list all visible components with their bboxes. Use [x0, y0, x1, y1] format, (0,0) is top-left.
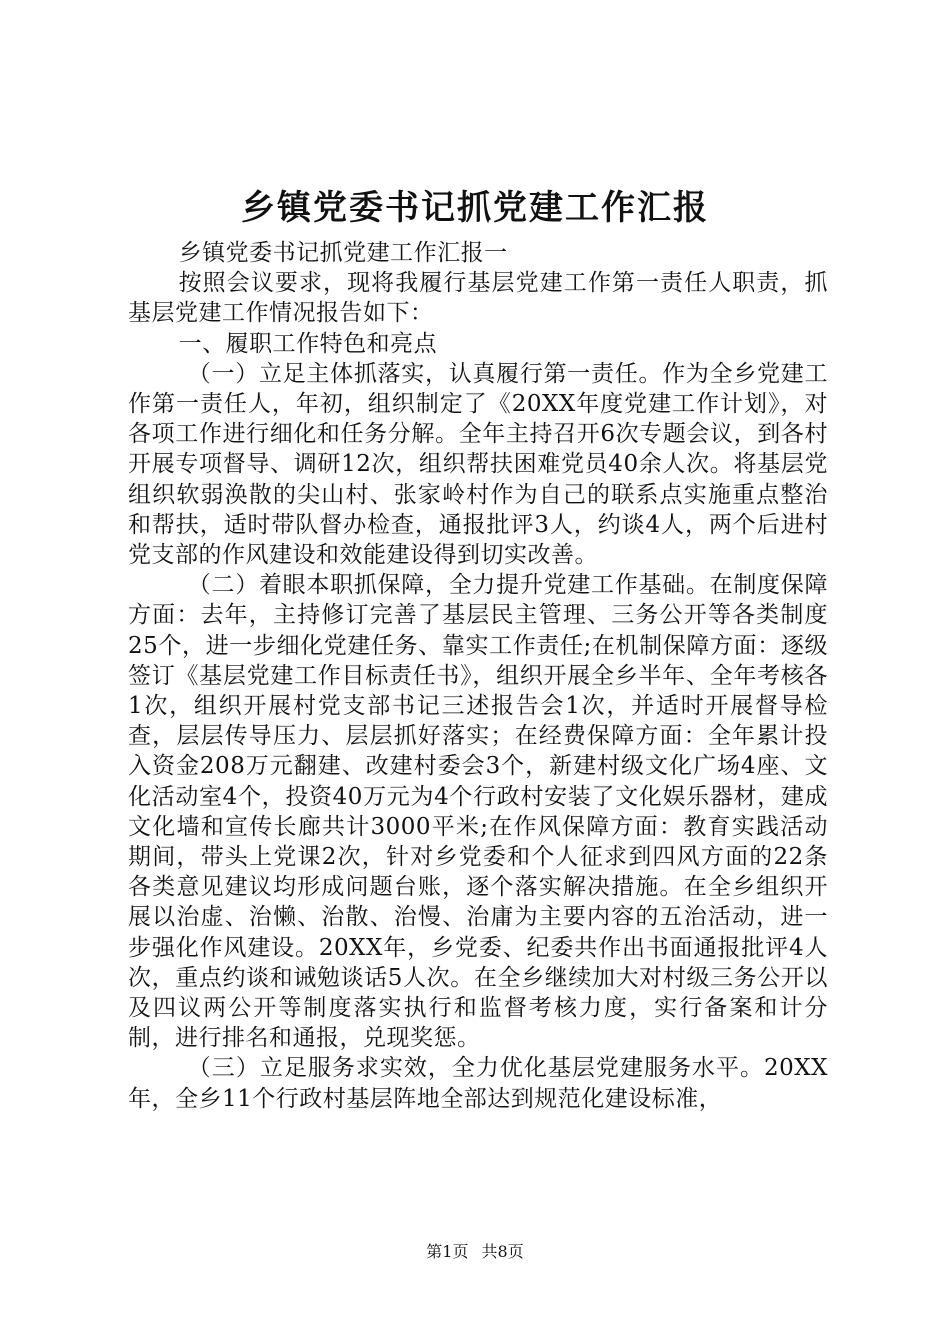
paragraph-item-3: （三）立足服务求实效，全力优化基层党建服务水平。20XX年，全乡11个行政村基层阵地全部达到规范化建设标准， [128, 1055, 828, 1112]
total-pages: 共8页 [481, 1242, 524, 1261]
paragraph-item-1: （一）立足主体抓落实，认真履行第一责任。作为全乡党建工作第一责任人，年初，组织制定了《20XX年度党建工作计划》，对各项工作进行细化和任务分解。全年主持召开6次专题会议，到各村开展专项督导、调研12次，组织帮扶困难党员40余人次。将基层党组织软弱涣散的尖山村、张家岭村作为自己的联系点实施重点整治和帮扶，适时带队督办检查，通报批评3人，约谈4人，两个后进村党支部的作风建设和效能建设得到切实改善。 [128, 360, 828, 569]
section-heading: 一、履职工作特色和亮点 [178, 330, 438, 357]
document-title: 乡镇党委书记抓党建工作汇报 [241, 188, 709, 228]
document-body [128, 238, 828, 1114]
page-footer [0, 1241, 950, 1263]
paragraph-subtitle: 乡镇党委书记抓党建工作汇报一 [178, 240, 508, 266]
paragraph-intro: 按照会议要求，现将我履行基层党建工作第一责任人职责，抓基层党建工作情况报告如下： [128, 270, 828, 327]
paragraph-item-2: （二）着眼本职抓保障，全力提升党建工作基础。在制度保障方面：去年，主持修订完善了基层民主管理、三务公开等各类制度25个，进一步细化党建任务、靠实工作责任;在机制保障方面：逐级签订《基层党建工作目标责任书》，组织开展全乡半年、全年考核各1次，组织开展村党支部书记三述报告会1次，并适时开展督导检查，层层传导压力、层层抓好落实；在经费保障方面：全年累计投入资金208万元翻建、改建村委会3个，新建村级文化广场4座、文化活动室4个，投资40万元为4个行政村安装了文化娱乐器材，建成文化墙和宣传长廊共计3000平米;在作风保障方面：教育实践活动期间，带头上党课2次，针对乡党委和个人征求到四风方面的22条各类意见建议均形成问题台账，逐个落实解决措施。在全乡组织开展以治虚、治懒、治散、治慢、治庸为主要内容的五治活动，进一步强化作风建设。20XX年，乡党委、纪委共作出书面通报批评4人次，重点约谈和诫勉谈话5人次。在全乡继续加大对村级三务公开以及四议两公开等制度落实执行和监督考核力度，实行备案和计分制，进行排名和通报，兑现奖惩。 [128, 572, 828, 1052]
page-number: 第1页 [426, 1242, 469, 1261]
